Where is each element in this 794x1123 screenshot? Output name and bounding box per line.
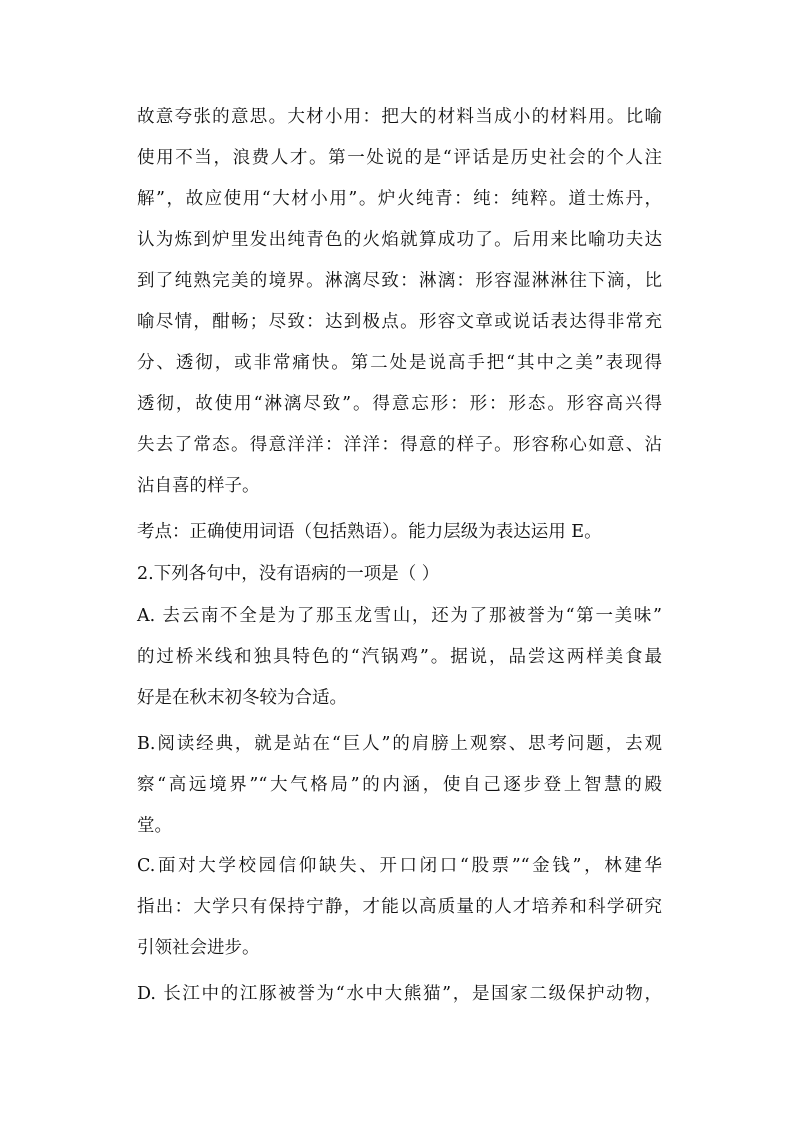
paragraph-line: 失去了常态。得意洋洋：洋洋：得意的样子。形容称心如意、沾	[137, 435, 662, 455]
option-a-line: 好是在秋末初冬较为合适。	[137, 688, 347, 708]
question-stem: 2.下列各句中，没有语病的一项是（ ）	[137, 564, 440, 584]
option-b-line: 堂。	[137, 816, 172, 836]
paragraph-line: 故意夸张的意思。大材小用：把大的材料当成小的材料用。比喻	[137, 107, 662, 127]
paragraph-line: 认为炼到炉里发出纯青色的火焰就算成功了。后用来比喻功夫达	[137, 230, 662, 250]
paragraph-line: 解”，故应使用“大材小用”。炉火纯青：纯：纯粹。道士炼丹，	[137, 189, 662, 209]
option-c-line: 引领社会进步。	[137, 938, 260, 958]
paragraph-line: 沾自喜的样子。	[137, 476, 260, 496]
paragraph-line: 透彻，故使用“淋漓尽致”。得意忘形：形：形态。形容高兴得	[137, 394, 662, 414]
option-a-line: A. 去云南不全是为了那玉龙雪山，还为了那被誉为“第一美味”	[137, 606, 662, 626]
option-b-line: B.阅读经典，就是站在“巨人”的肩膀上观察、思考问题，去观	[137, 734, 662, 754]
kaodian-note: 考点：正确使用词语（包括熟语）。能力层级为表达运用 E。	[137, 522, 602, 542]
option-d-line: D. 长江中的江豚被誉为“水中大熊猫”，是国家二级保护动物，	[137, 984, 662, 1004]
option-a-line: 的过桥米线和独具特色的“汽锅鸡”。据说，品尝这两样美食最	[137, 647, 662, 667]
option-b-line: 察“高远境界”“大气格局”的内涵，使自己逐步登上智慧的殿	[137, 775, 662, 795]
paragraph-line: 到了纯熟完美的境界。淋漓尽致：淋漓：形容湿淋淋往下滴，比	[137, 271, 662, 291]
paragraph-line: 喻尽情，酣畅；尽致：达到极点。形容文章或说话表达得非常充	[137, 312, 662, 332]
paragraph-line: 使用不当，浪费人才。第一处说的是“评话是历史社会的个人注	[137, 148, 662, 168]
option-c-line: C.面对大学校园信仰缺失、开口闭口“股票”“金钱”，林建华	[137, 856, 662, 876]
option-c-line: 指出：大学只有保持宁静，才能以高质量的人才培养和科学研究	[137, 897, 662, 917]
paragraph-line: 分、透彻，或非常痛快。第二处是说高手把“其中之美”表现得	[137, 353, 662, 373]
